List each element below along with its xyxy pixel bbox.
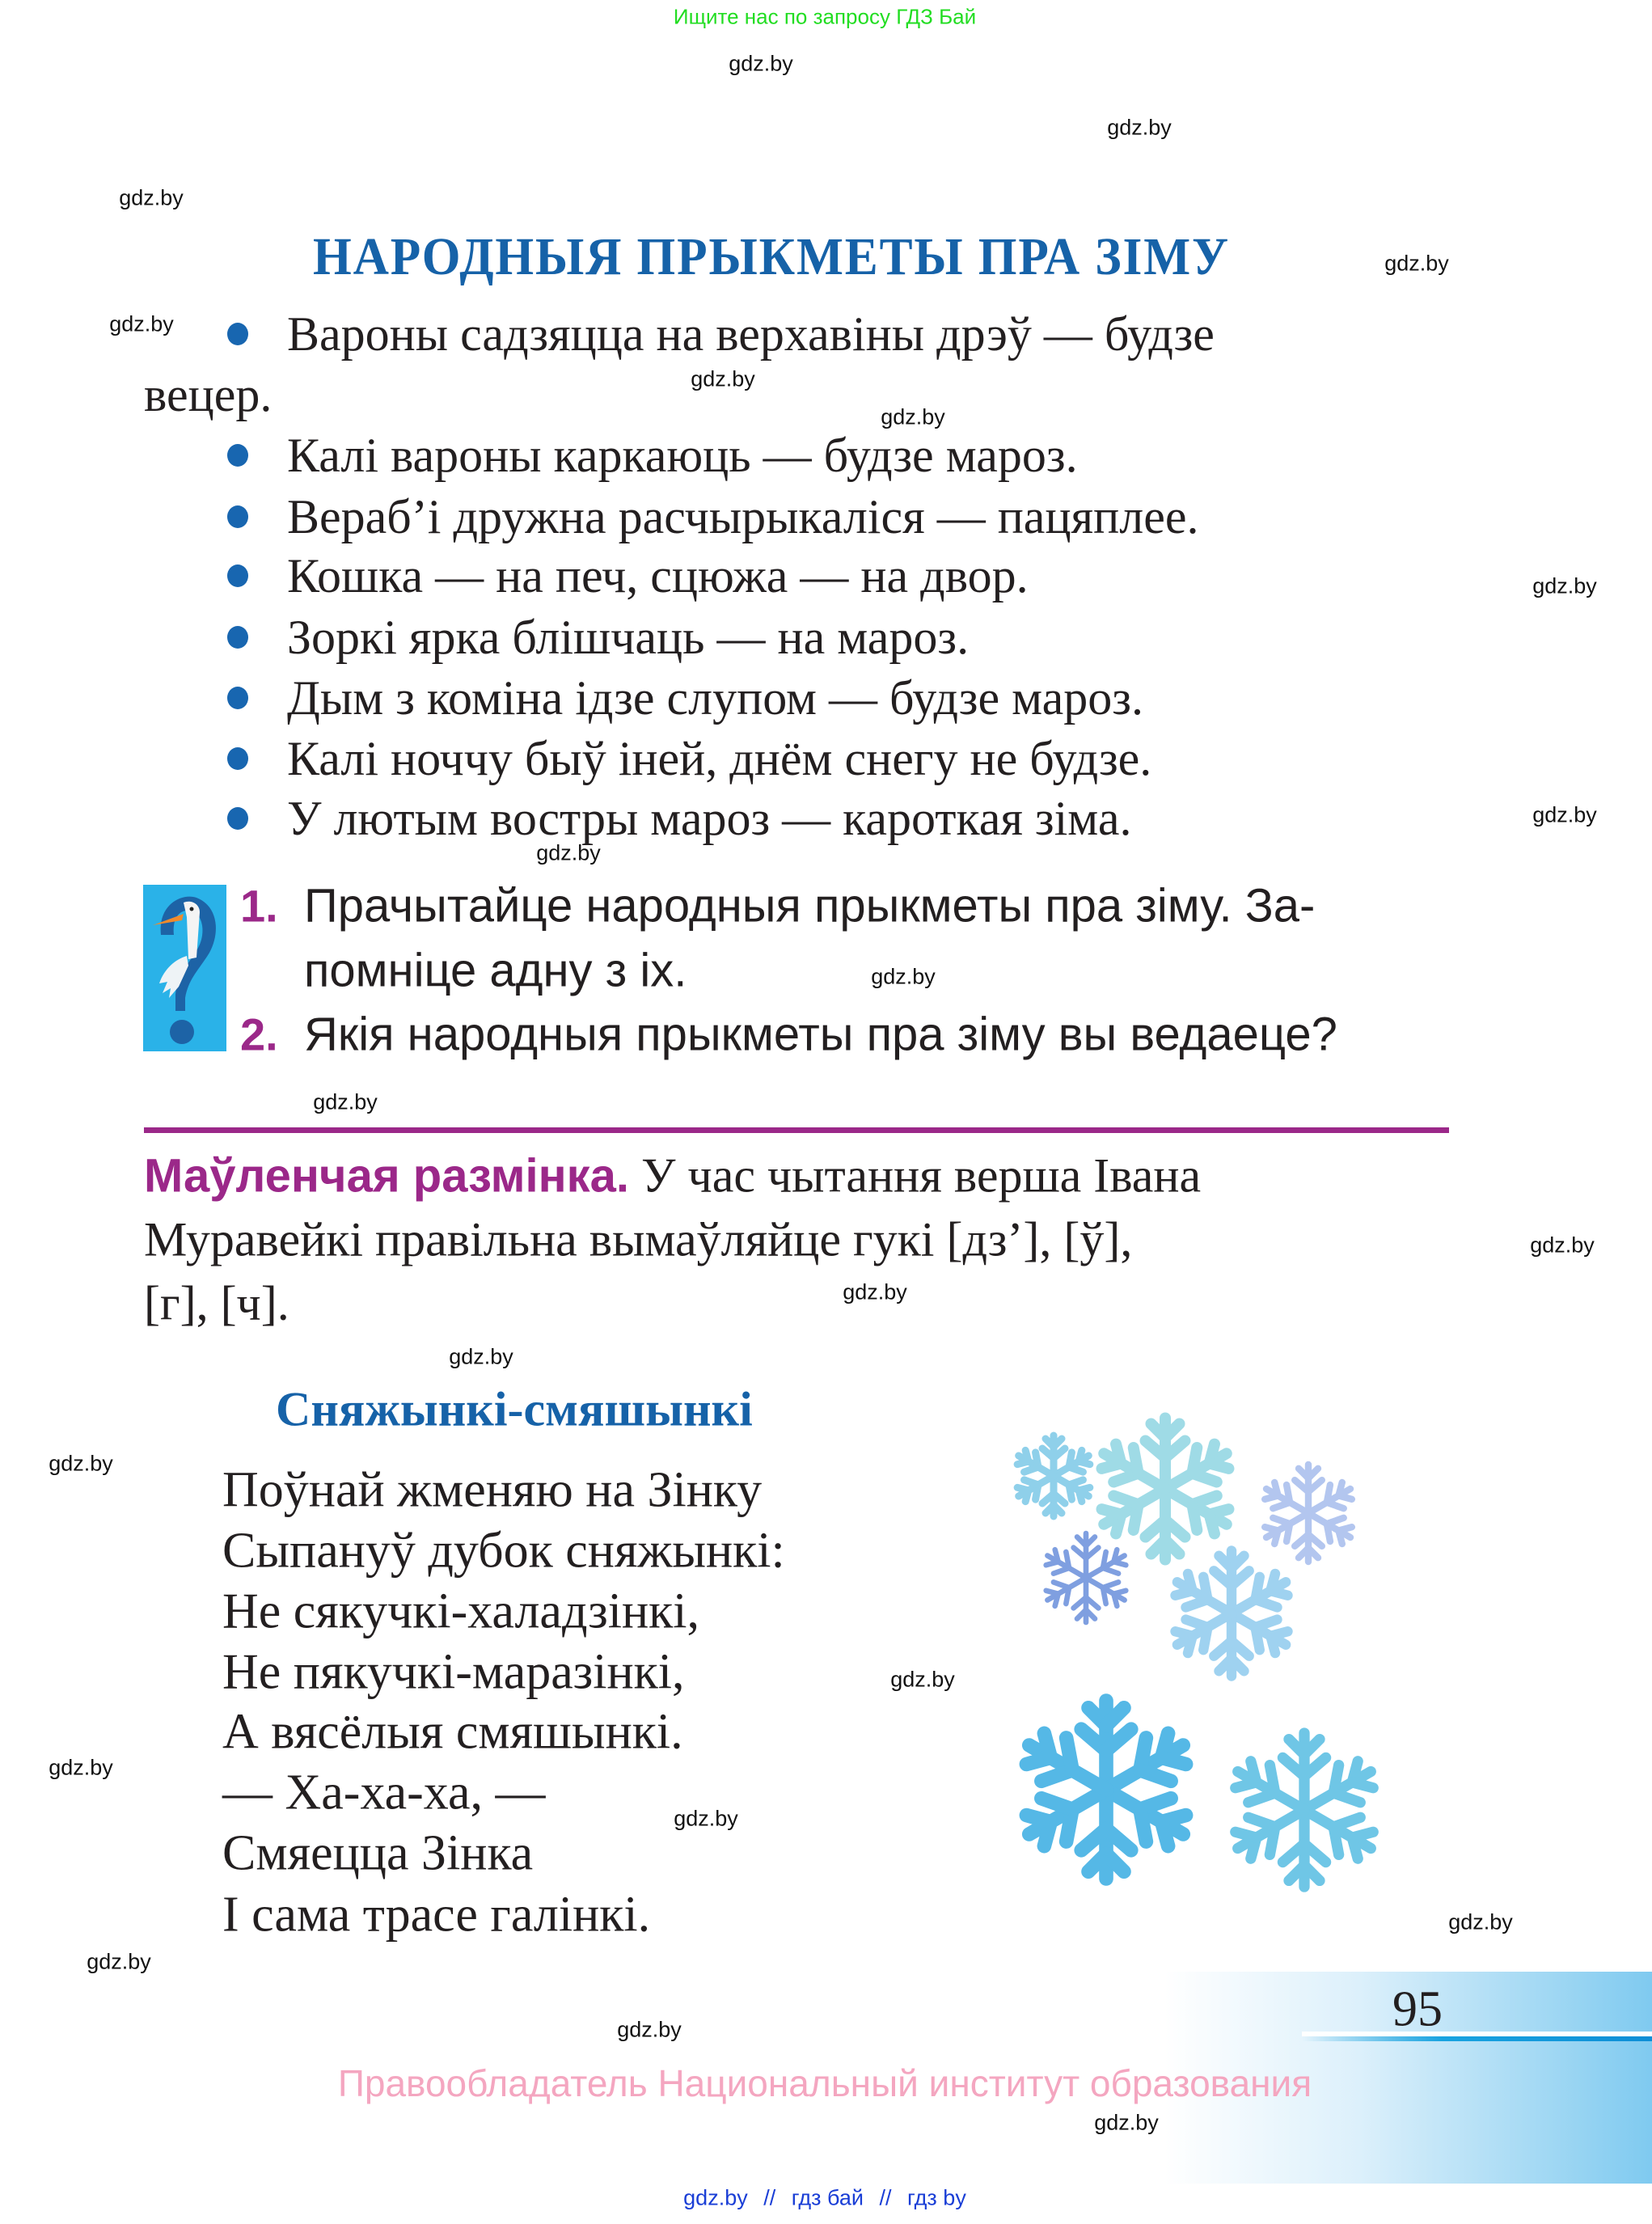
- link-gdz-by[interactable]: gdz.by: [683, 2185, 748, 2210]
- sign-item-continuation: вецер.: [144, 368, 273, 421]
- watermark-text: gdz.by: [1448, 1909, 1513, 1934]
- watermark-text: gdz.by: [691, 366, 755, 391]
- link-separator: //: [879, 2185, 892, 2210]
- snowflake-icon: [1094, 1419, 1236, 1560]
- bullet-icon: [227, 444, 248, 467]
- bullet-icon: [227, 687, 248, 709]
- warmup-text: Муравейкі правільна вымаўляйце гукі [дз’], [ў],: [144, 1212, 1133, 1266]
- watermark-text: gdz.by: [1384, 251, 1449, 276]
- question-number: 1.: [240, 880, 278, 932]
- poem-line: І сама трасе галінкі.: [222, 1887, 651, 1943]
- warmup-heading: Маўленчая размінка.: [144, 1149, 630, 1203]
- bullet-icon: [227, 564, 248, 587]
- bullet-icon: [227, 505, 248, 528]
- watermark-text: gdz.by: [674, 1806, 738, 1831]
- bullet-icon: [227, 626, 248, 649]
- watermark-text: gdz.by: [1107, 115, 1172, 140]
- watermark-text: gdz.by: [1530, 1233, 1595, 1258]
- bullet-icon: [227, 323, 248, 345]
- snowflake-icon: [1260, 1465, 1358, 1562]
- link-gdz-by-cyr[interactable]: гдз by: [907, 2185, 966, 2210]
- poem-line: Смяецца Зінка: [222, 1825, 534, 1881]
- page-number: 95: [1392, 1981, 1443, 2037]
- poem-line: Не пякучкі-маразінкі,: [222, 1644, 685, 1700]
- sign-item: Вароны садзяцца на верхавіны дрэў — будзе: [287, 307, 1215, 361]
- watermark-text: gdz.by: [313, 1089, 378, 1114]
- watermark-text: gdz.by: [729, 51, 793, 76]
- question-text: Прачытайце народныя прыкметы пра зіму. За-: [304, 879, 1316, 932]
- snowflake-icon: [1016, 1701, 1195, 1879]
- watermark-text: gdz.by: [617, 2017, 682, 2042]
- watermark-text: gdz.by: [1532, 573, 1597, 598]
- sign-item: Калі ноччу быў іней, днём снегу не будзе.: [287, 732, 1152, 785]
- warmup-text: [г], [ч].: [144, 1276, 289, 1330]
- poem-line: — Ха-ха-ха, —: [222, 1765, 546, 1820]
- watermark-text: gdz.by: [843, 1279, 907, 1304]
- watermark-text: gdz.by: [871, 964, 936, 989]
- link-gdz-bai[interactable]: гдз бай: [791, 2185, 864, 2210]
- sign-item: У лютым востры мароз — кароткая зіма.: [287, 792, 1132, 845]
- footer-line: [1302, 2036, 1652, 2041]
- watermark-text: gdz.by: [87, 1949, 151, 1974]
- section-title: НАРОДНЫЯ ПРЫКМЕТЫ ПРА ЗІМУ: [313, 227, 1230, 286]
- question-text: Якія народныя прыкметы пра зіму вы ведаеце?: [304, 1008, 1337, 1061]
- watermark-text: gdz.by: [881, 404, 945, 429]
- bottom-links: [678, 2186, 971, 2211]
- poem-title: Сняжынкі-смяшынкі: [276, 1382, 753, 1436]
- warmup-text: У час чытання верша Івана: [629, 1148, 1202, 1203]
- watermark-text: gdz.by: [109, 311, 174, 336]
- copyright-notice: Правообладатель Национальный институт образования: [337, 2062, 1312, 2104]
- poem-line: Поўнай жменяю на Зінку: [222, 1462, 763, 1518]
- watermark-text: gdz.by: [49, 1755, 113, 1780]
- question-text-continuation: помніце адну з іх.: [304, 944, 687, 997]
- search-hint: Ищите нас по запросу ГДЗ Бай: [673, 4, 977, 29]
- snowflakes-illustration: [1005, 1402, 1458, 1939]
- watermark-text: gdz.by: [1532, 802, 1597, 827]
- question-number: 2.: [240, 1008, 278, 1060]
- watermark-text: gdz.by: [1094, 2110, 1159, 2135]
- watermark-text: gdz.by: [890, 1667, 955, 1692]
- snowflake-icon: [1013, 1435, 1095, 1516]
- poem-line: Сыпануў дубок сняжынкі:: [222, 1523, 785, 1579]
- snowflake-icon: [1168, 1551, 1295, 1676]
- sign-item: Вераб’і дружна расчырыкаліся — пацяплее.: [287, 490, 1199, 543]
- question-stork-icon: [143, 885, 226, 1051]
- bullet-icon: [227, 747, 248, 770]
- watermark-text: gdz.by: [119, 185, 184, 210]
- sign-item: Дым з коміна ідзе слупом — будзе мароз.: [287, 671, 1143, 725]
- sign-item: Кошка — на печ, сцюжа — на двор.: [287, 549, 1029, 603]
- watermark-text: gdz.by: [536, 840, 601, 865]
- section-divider: [144, 1127, 1449, 1133]
- snowflake-icon: [1041, 1533, 1131, 1622]
- bullet-icon: [227, 807, 248, 830]
- poem-line: А вясёлыя смяшынкі.: [222, 1704, 683, 1760]
- snowflake-icon: [1227, 1733, 1381, 1887]
- sign-item: Калі вароны каркаюць — будзе мароз.: [287, 429, 1078, 482]
- poem-line: Не сякучкі-халадзінкі,: [222, 1583, 699, 1639]
- watermark-text: gdz.by: [449, 1344, 513, 1369]
- watermark-text: gdz.by: [49, 1451, 113, 1476]
- link-separator: //: [763, 2185, 776, 2210]
- sign-item: Зоркі ярка блішчаць — на мароз.: [287, 611, 970, 664]
